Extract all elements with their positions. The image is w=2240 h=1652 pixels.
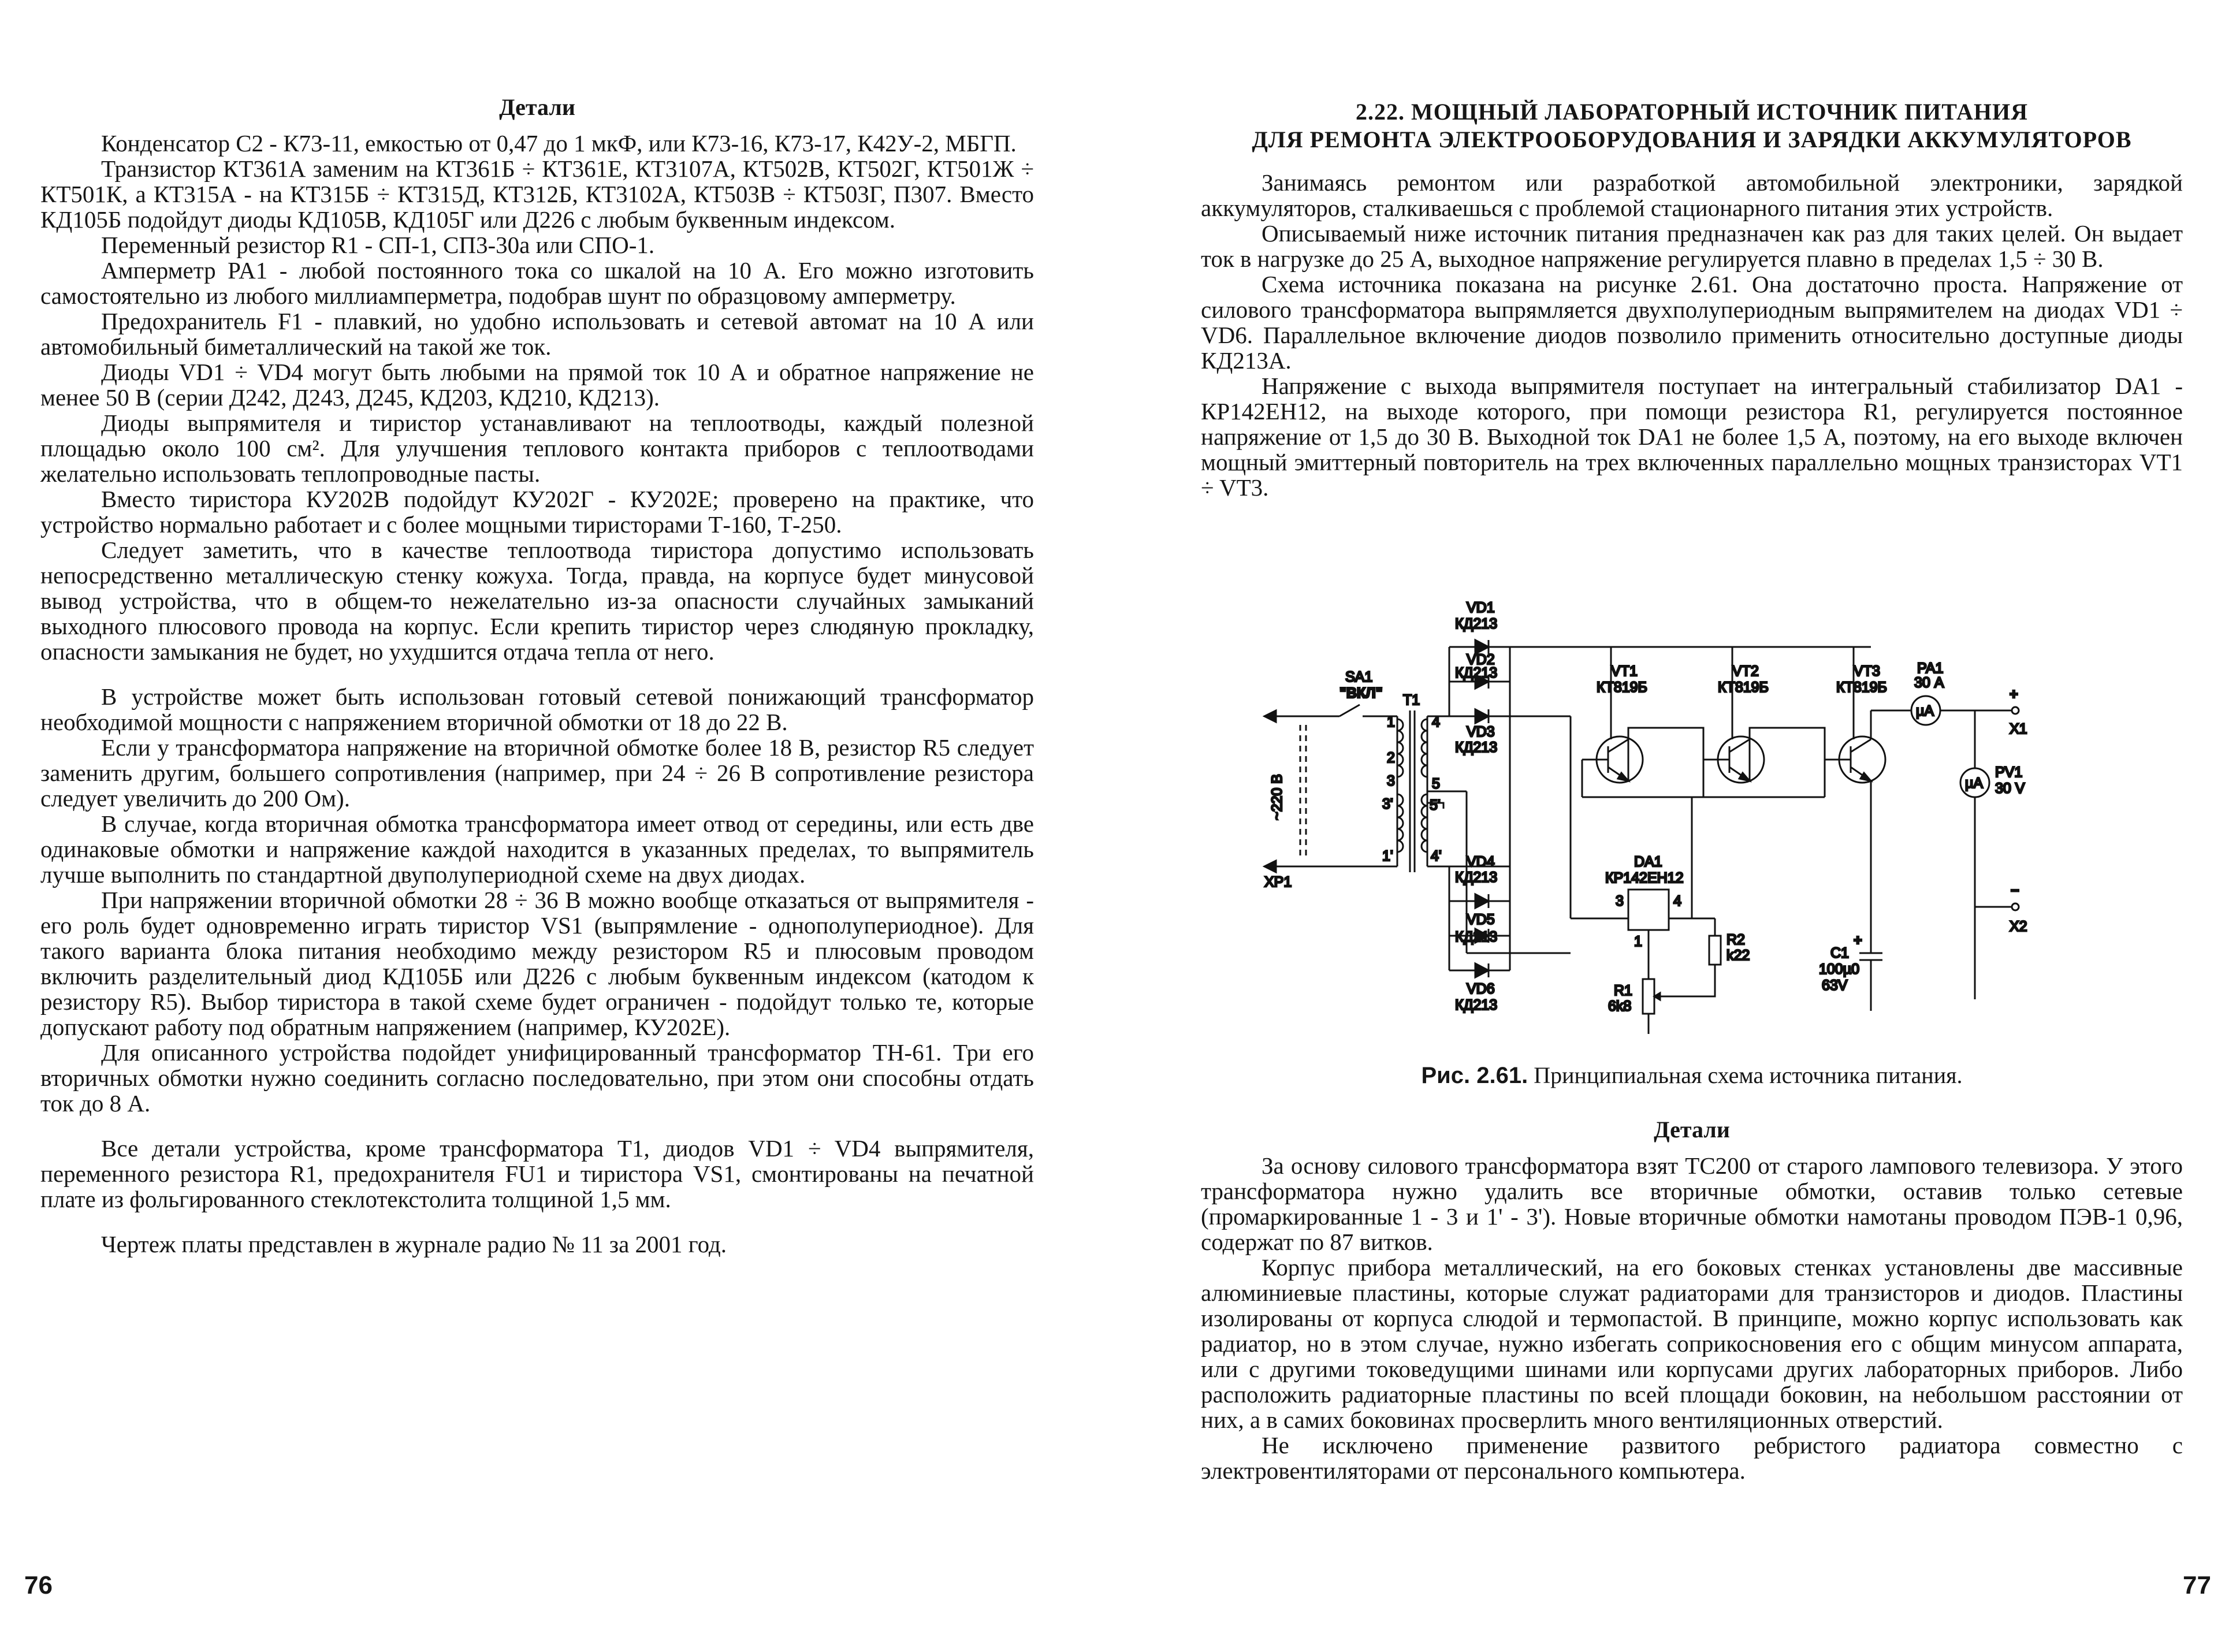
sa1-label: SA1 [1345, 669, 1373, 685]
x1-label: X1 [2010, 721, 2027, 737]
right-details-paragraph: Не исключено применение развитого ребристого радиатора совместно с электровентиляторами от персонального компьютера. [1201, 1432, 2183, 1484]
c1-voltage: 63V [1822, 977, 1848, 994]
vd3-type: КД213 [1455, 739, 1498, 756]
c1-value: 100µ0 [1819, 961, 1860, 977]
figure-caption [1201, 1062, 2183, 1089]
right-page [1120, 0, 2240, 1652]
winding-3p: 3' [1382, 796, 1393, 812]
da1-type: КР142ЕН12 [1605, 870, 1684, 886]
mains-voltage-label: ~220 В [1269, 774, 1285, 820]
right-details-paragraph: За основу силового трансформатора взят ТС200 от старого лампового телевизора. У этого трансформатора нужно удалить все вторичные обмотки, оставив только сетевые (промаркированные 1 - 3 и 1' - 3'). Новые вторичные обмотки намотаны проводом ПЭВ-1 0,96, содержат по 87 витков. [1201, 1152, 2183, 1255]
right-paragraph: Описываемый ниже источник питания предназначен как раз для таких целей. Он выдает ток в нагрузке до 25 А, выходное напряжение регулируется плавно в пределах 1,5 ÷ 30 В. [1201, 220, 2183, 272]
r1-value: 6k8 [1608, 998, 1632, 1014]
left-paragraph: Транзистор КТ361А заменим на КТ361Б ÷ КТ361Е, КТ3107А, КТ502В, КТ502Г, КТ501Ж ÷ КТ501К, а КТ315А - на КТ315Б ÷ КТ315Д, КТ312Б, КТ3102А, КТ503В ÷ КТ503Г, П307. Вместо КД105Б подойдут диоды КД105В, КД105Г или Д226 с любым буквенным индексом. [40, 155, 1034, 233]
left-paragraph: Диоды выпрямителя и тиристор устанавливают на теплоотводы, каждый полезной площадью около 100 см². Для улучшения теплового контакта приборов с теплоотводами желательно использовать теплопроводные пасты. [40, 410, 1034, 487]
right-paragraph: Схема источника показана на рисунке 2.61. Она достаточно проста. Напряжение от силового трансформатора выпрямляется двухполупериодным выпрямителем на диодах VD1 ÷ VD6. Параллельное включение диодов позволило применить относительно доступные диоды КД213А. [1201, 271, 2183, 374]
winding-1p: 1' [1382, 848, 1393, 864]
transistor-vt3 [1825, 736, 1885, 783]
resistor-r2 [1709, 918, 1721, 976]
left-column [40, 92, 1034, 1257]
pa1-label: PA1 [1917, 660, 1944, 676]
right-column-bottom [1201, 1115, 2183, 1483]
figure-caption-text: Принципиальная схема источника питания. [1534, 1062, 1963, 1088]
t1-label: T1 [1403, 692, 1420, 708]
da1-label: DA1 [1634, 854, 1662, 870]
winding-5p: 5' [1430, 797, 1441, 813]
left-paragraph: В устройстве может быть использован готовый сетевой понижающий трансформатор необходимой мощности с напряжением вторичной обмотки от 18 до 22 В. [40, 683, 1034, 735]
regulator-da1 [1628, 890, 1669, 930]
vd4-type: КД213 [1455, 869, 1498, 885]
vd6-label: VD6 [1467, 981, 1495, 997]
right-paragraph: Напряжение с выхода выпрямителя поступает на интегральный стабилизатор DA1 - КР142ЕН12, на выходе которого, при помощи резистора R1, регулируется постоянное напряжение от 1,5 до 30 В. Выходной ток DA1 не более 1,5 А, поэтому, на его выходе включен мощный эмиттерный повторитель на трех включенных параллельно мощных транзисторах VT1 ÷ VT3. [1201, 373, 2183, 501]
da1-pin4: 4 [1673, 893, 1681, 909]
vt2-type: КТ819Б [1718, 679, 1769, 695]
switch-sa1 [1311, 705, 1397, 866]
left-paragraph: Чертеж платы представлен в журнале радио № 11 за 2001 год. [101, 1231, 727, 1257]
vt1-type: КТ819Б [1597, 679, 1647, 695]
left-paragraph: Предохранитель F1 - плавкий, но удобно использовать и сетевой автомат на 10 А или автомобильный биметаллический на такой же ток. [40, 308, 1034, 360]
vt1-label: VT1 [1611, 663, 1638, 679]
pv1-symbol: µA [1965, 775, 1984, 791]
vd6-type: КД213 [1455, 997, 1498, 1013]
vt3-type: КТ819Б [1836, 679, 1887, 695]
da1-pin3: 3 [1616, 893, 1624, 909]
vd5-type: КД213 [1455, 929, 1498, 945]
winding-2: 2 [1387, 750, 1395, 766]
section-title-line1: 2.22. МОЩНЫЙ ЛАБОРАТОРНЫЙ ИСТОЧНИК ПИТАНИЯ [1356, 99, 2028, 125]
pa1-range: 30 А [1914, 675, 1944, 691]
c1-label: C1 [1830, 945, 1849, 961]
winding-5: 5 [1432, 776, 1440, 792]
right-column-top [1201, 98, 2183, 500]
left-paragraph: Переменный резистор R1 - СП-1, СП3-30а или СПО-1. [101, 232, 655, 258]
left-paragraph: Диоды VD1 ÷ VD4 могут быть любыми на прямой ток 10 А и обратное напряжение не менее 50 В (серии Д242, Д243, Д245, КД203, КД210, КД213). [40, 359, 1034, 411]
pa1-symbol: µA [1916, 703, 1934, 719]
x1-plus: + [2010, 686, 2018, 702]
winding-4: 4 [1432, 714, 1440, 730]
figure-caption-label: Рис. 2.61. [1421, 1063, 1528, 1088]
left-paragraph: Вместо тиристора КУ202В подойдут КУ202Г - КУ202Е; проверено на практике, что устройство нормально работает и с более мощными тиристорами Т-160, Т-250. [40, 486, 1034, 538]
vd1-type: КД213 [1455, 616, 1498, 632]
left-paragraph: Следует заметить, что в качестве теплоотвода тиристора допустимо использовать непосредственно металлическую стенку кожуха. Тогда, правда, на корпусе будет минусовой вывод устройства, что в общем-то нежелательно из-за опасности случайных замыканий выходного плюсового провода на корпус. Если крепить тиристор через слюдяную прокладку, опасности замыкания не будет, но ухудшится отдача тепла от него. [40, 537, 1034, 665]
page-number-right: 77 [2183, 1571, 2211, 1599]
diode-vd6 [1449, 963, 1489, 977]
resistor-r1 [1643, 970, 1715, 1034]
page-number-left: 76 [24, 1571, 53, 1599]
vt3-label: VT3 [1854, 663, 1880, 679]
winding-4p: 4' [1431, 848, 1442, 864]
diode-vd3 [1449, 709, 1489, 723]
vd4-label: VD4 [1467, 854, 1495, 870]
diode-vd4 [1449, 894, 1489, 908]
left-paragraph: Для описанного устройства подойдет унифицированный трансформатор ТН-61. Три его вторичных обмотки нужно соединить согласно последовательно, при этом они способны отдать ток до 8 А. [40, 1039, 1034, 1117]
right-details-heading: Детали [1654, 1117, 1730, 1143]
winding-1: 1 [1387, 714, 1395, 730]
section-title-line2: ДЛЯ РЕМОНТА ЭЛЕКТРООБОРУДОВАНИЯ И ЗАРЯДКИ АККУМУЛЯТОРОВ [1252, 126, 2132, 152]
r1-label: R1 [1614, 983, 1632, 999]
left-paragraph: Конденсатор С2 - К73-11, емкостью от 0,47 до 1 мкФ, или К73-16, К73-17, К42У-2, МБГП. [101, 130, 1017, 157]
vd5-label: VD5 [1467, 911, 1495, 928]
da1-pin1: 1 [1634, 933, 1642, 950]
x2-minus: − [2011, 883, 2019, 899]
pv1-range: 30 V [1995, 780, 2025, 797]
sa1-mark: "ВКЛ" [1339, 685, 1383, 701]
left-paragraph: Все детали устройства, кроме трансформатора Т1, диодов VD1 ÷ VD4 выпрямителя, переменного резистора R1, предохранителя FU1 и тиристора VS1, смонтированы на печатной плате из фольгированного стеклотекстолита толщиной 1,5 мм. [40, 1135, 1034, 1212]
circuit-schematic [1259, 595, 2160, 1051]
left-paragraph: В случае, когда вторичная обмотка трансформатора имеет отвод от середины, или есть две одинаковые обмотки и напряжение каждой находится в указанных пределах, то выпрямитель лучше выполнить по стандартной двуполупериодной схеме на двух диодах. [40, 810, 1034, 888]
transistor-vt1 [1582, 736, 1643, 783]
left-heading: Детали [499, 94, 575, 120]
left-paragraph: Если у трансформатора напряжение на вторичной обмотке более 18 В, резистор R5 следует заменить другим, большего сопротивления (например, при 24 ÷ 26 В сопротивление резистора следует увеличить до 200 Ом). [40, 734, 1034, 812]
left-paragraph: Амперметр PA1 - любой постоянного тока со шкалой на 10 А. Его можно изготовить самостоятельно из любого миллиамперметра, подобрав шунт по образцовому амперметру. [40, 257, 1034, 309]
xp1-label: XP1 [1264, 874, 1292, 890]
capacitor-c1 [1859, 895, 1882, 1011]
x2-label: X2 [2010, 918, 2027, 935]
transformer-t1 [1397, 710, 1427, 872]
right-paragraph: Занимаясь ремонтом или разработкой автомобильной электроники, зарядкой аккумуляторов, сталкиваешься с проблемой стационарного питания этих устройств. [1201, 169, 2183, 221]
vd1-label: VD1 [1467, 600, 1495, 616]
right-details-paragraph: Корпус прибора металлический, на его боковых стенках установлены две массивные алюминиевые пластины, которые служат радиаторами для транзисторов и диодов. Пластины изолированы от корпуса слюдой и термопастой. В принципе, можно корпус использовать как радиатор, но в этом случае, нужно избегать соприкосновения его с общим минусом аппарата, или с другими токоведущими шинами или корпусами других лабораторных приборов. Либо расположить радиаторные пластины по всей площади боковин, на небольшом расстоянии от них, а в самих боковинах просверлить много вентиляционных отверстий. [1201, 1254, 2183, 1433]
vd2-type: КД213 [1455, 665, 1498, 681]
pv1-label: PV1 [1995, 764, 2023, 780]
c1-plus: + [1854, 932, 1862, 948]
vd2-label: VD2 [1467, 652, 1495, 668]
vd3-label: VD3 [1467, 724, 1495, 740]
r2-label: R2 [1726, 932, 1745, 948]
r2-value: k22 [1726, 947, 1750, 963]
left-paragraph: При напряжении вторичной обмотки 28 ÷ 36 В можно вообще отказаться от выпрямителя - его роль будет одновременно играть тиристор VS1 (выпрямление - однополупериодное). Для такого варианта блока питания необходимо между резистором R5 и плюсовым проводом включить разделительный диод КД105Б или Д226 с любым буквенным индексом (катодом к резистору R5). Выбор тиристора в такой схеме будет ограничен - подойдут только те, которые допускают работу под обратным напряжением (например, КУ202Е). [40, 887, 1034, 1040]
transistor-vt2 [1703, 736, 1764, 783]
vt2-label: VT2 [1732, 663, 1759, 679]
winding-3: 3 [1387, 773, 1395, 789]
